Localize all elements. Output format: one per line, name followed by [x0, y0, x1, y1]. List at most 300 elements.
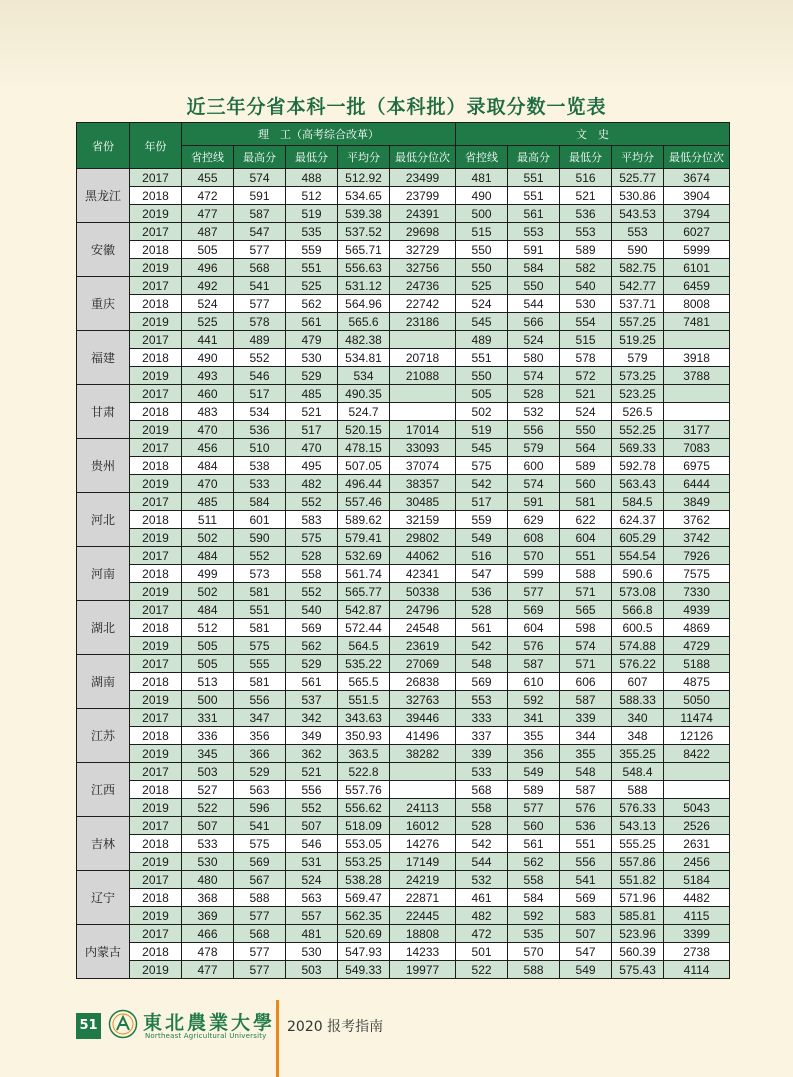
sci-score-cell: 577 — [234, 943, 286, 961]
sci-score-cell: 521 — [286, 763, 338, 781]
sci-score-cell: 466 — [182, 925, 234, 943]
province-cell: 甘肃 — [77, 385, 130, 439]
art-score-cell: 537.71 — [612, 295, 664, 313]
art-score-cell: 536 — [456, 583, 508, 601]
year-cell: 2019 — [130, 529, 182, 547]
art-score-cell: 528 — [508, 385, 560, 403]
sci-score-cell: 347 — [234, 709, 286, 727]
art-score-cell: 337 — [456, 727, 508, 745]
art-score-cell: 3794 — [664, 205, 730, 223]
art-score-cell: 554 — [560, 313, 612, 331]
art-score-cell: 542 — [456, 835, 508, 853]
sci-score-cell: 24796 — [390, 601, 456, 619]
art-score-cell: 587 — [560, 691, 612, 709]
table-row — [77, 691, 730, 709]
art-score-cell: 528 — [456, 601, 508, 619]
art-score-cell: 589 — [508, 781, 560, 799]
sci-score-cell: 562 — [286, 637, 338, 655]
sci-score-cell: 528 — [286, 547, 338, 565]
table-row — [77, 709, 730, 727]
art-score-cell: 556 — [508, 421, 560, 439]
year-cell: 2017 — [130, 439, 182, 457]
art-score-cell: 2631 — [664, 835, 730, 853]
sci-score-cell: 490 — [182, 349, 234, 367]
sci-score-cell: 480 — [182, 871, 234, 889]
sci-score-cell: 539.38 — [338, 205, 390, 223]
art-score-cell — [664, 385, 730, 403]
art-score-cell: 579 — [612, 349, 664, 367]
art-score-cell: 4939 — [664, 601, 730, 619]
sci-score-cell: 482.38 — [338, 331, 390, 349]
year-cell: 2017 — [130, 601, 182, 619]
art-min-score-header: 最低分 — [560, 146, 612, 169]
art-score-cell: 610 — [508, 673, 560, 691]
table-row — [77, 871, 730, 889]
sci-score-cell: 537 — [286, 691, 338, 709]
sci-score-cell: 558 — [286, 565, 338, 583]
sci-score-cell: 531.12 — [338, 277, 390, 295]
art-score-cell: 524 — [560, 403, 612, 421]
art-score-cell: 525 — [456, 277, 508, 295]
table-row — [77, 403, 730, 421]
year-cell: 2018 — [130, 403, 182, 421]
art-score-cell: 8422 — [664, 745, 730, 763]
sci-score-cell: 14233 — [390, 943, 456, 961]
sci-score-cell: 488 — [286, 169, 338, 187]
art-score-cell: 590 — [612, 241, 664, 259]
sci-score-cell — [390, 331, 456, 349]
art-score-cell: 524 — [456, 295, 508, 313]
art-score-cell: 553 — [456, 691, 508, 709]
sci-score-cell: 541 — [234, 817, 286, 835]
sci-score-cell: 478.15 — [338, 439, 390, 457]
art-score-cell: 604 — [560, 529, 612, 547]
art-score-cell: 524 — [508, 331, 560, 349]
sci-score-cell: 581 — [234, 583, 286, 601]
sci-score-cell: 487 — [182, 223, 234, 241]
year-cell: 2017 — [130, 763, 182, 781]
sci-score-cell: 575 — [234, 835, 286, 853]
art-score-cell: 4869 — [664, 619, 730, 637]
year-cell: 2018 — [130, 889, 182, 907]
art-score-cell: 540 — [560, 277, 612, 295]
sci-score-cell: 30485 — [390, 493, 456, 511]
sci-score-cell: 529 — [286, 655, 338, 673]
sci-score-cell: 32763 — [390, 691, 456, 709]
art-score-cell: 545 — [456, 439, 508, 457]
year-cell: 2019 — [130, 421, 182, 439]
art-score-cell: 502 — [456, 403, 508, 421]
sci-score-cell: 470 — [182, 475, 234, 493]
art-score-cell: 577 — [508, 583, 560, 601]
art-score-cell: 578 — [560, 349, 612, 367]
art-score-cell: 587 — [560, 781, 612, 799]
sci-score-cell: 489 — [234, 331, 286, 349]
sci-score-cell: 500 — [182, 691, 234, 709]
sci-score-cell: 556 — [286, 781, 338, 799]
art-score-cell: 561 — [508, 205, 560, 223]
year-cell: 2019 — [130, 259, 182, 277]
art-score-cell: 584 — [508, 889, 560, 907]
art-score-cell: 516 — [456, 547, 508, 565]
art-score-cell: 574 — [508, 475, 560, 493]
table-row — [77, 277, 730, 295]
year-cell: 2017 — [130, 493, 182, 511]
art-score-cell: 542 — [456, 475, 508, 493]
art-score-cell: 564 — [560, 439, 612, 457]
art-score-cell: 591 — [508, 493, 560, 511]
sci-score-cell: 546 — [234, 367, 286, 385]
art-score-cell: 553 — [508, 223, 560, 241]
sci-score-cell: 472 — [182, 187, 234, 205]
sci-score-cell: 22871 — [390, 889, 456, 907]
art-score-cell: 5188 — [664, 655, 730, 673]
sci-score-cell: 561 — [286, 673, 338, 691]
footer-divider — [276, 1000, 279, 1077]
sci-score-cell: 520.69 — [338, 925, 390, 943]
table-row — [77, 961, 730, 979]
art-score-cell: 574.88 — [612, 637, 664, 655]
sci-score-cell: 519 — [286, 205, 338, 223]
sci-score-cell — [390, 385, 456, 403]
sci-score-cell: 38282 — [390, 745, 456, 763]
sci-score-cell: 24548 — [390, 619, 456, 637]
sci-score-cell: 520.15 — [338, 421, 390, 439]
year-cell: 2017 — [130, 709, 182, 727]
province-cell: 贵州 — [77, 439, 130, 493]
sci-score-cell: 534 — [338, 367, 390, 385]
sci-score-cell: 534 — [234, 403, 286, 421]
art-score-cell: 7481 — [664, 313, 730, 331]
art-score-cell: 521 — [560, 187, 612, 205]
art-score-cell: 11474 — [664, 709, 730, 727]
art-score-cell: 2456 — [664, 853, 730, 871]
sci-score-cell: 513 — [182, 673, 234, 691]
sci-score-cell: 483 — [182, 403, 234, 421]
sci-score-cell: 16012 — [390, 817, 456, 835]
province-cell: 湖北 — [77, 601, 130, 655]
sci-score-cell: 24113 — [390, 799, 456, 817]
sci-score-cell: 596 — [234, 799, 286, 817]
art-score-cell: 598 — [560, 619, 612, 637]
year-cell: 2018 — [130, 241, 182, 259]
sci-score-cell: 23499 — [390, 169, 456, 187]
table-row — [77, 385, 730, 403]
sci-score-cell: 50338 — [390, 583, 456, 601]
year-cell: 2018 — [130, 295, 182, 313]
art-score-cell — [664, 763, 730, 781]
table-row — [77, 781, 730, 799]
sci-score-cell: 492 — [182, 277, 234, 295]
art-score-cell: 3762 — [664, 511, 730, 529]
art-score-cell: 576.33 — [612, 799, 664, 817]
art-score-cell: 523.25 — [612, 385, 664, 403]
art-score-cell: 576 — [508, 637, 560, 655]
art-score-cell: 522 — [456, 961, 508, 979]
sci-score-cell: 470 — [286, 439, 338, 457]
table-row — [77, 349, 730, 367]
table-row — [77, 619, 730, 637]
sci-score-cell: 17149 — [390, 853, 456, 871]
sci-score-cell: 552 — [286, 799, 338, 817]
art-control-line-header: 省控线 — [456, 146, 508, 169]
art-avg-score-header: 平均分 — [612, 146, 664, 169]
sci-avg-score-header: 平均分 — [338, 146, 390, 169]
art-score-cell: 590.6 — [612, 565, 664, 583]
art-score-cell: 7083 — [664, 439, 730, 457]
art-score-cell: 588 — [612, 781, 664, 799]
sci-score-cell: 512 — [182, 619, 234, 637]
sci-score-cell: 521 — [286, 403, 338, 421]
province-cell: 黑龙江 — [77, 169, 130, 223]
art-score-cell: 461 — [456, 889, 508, 907]
art-score-cell: 548 — [560, 763, 612, 781]
sci-score-cell — [390, 763, 456, 781]
year-cell: 2019 — [130, 205, 182, 223]
art-score-cell: 569 — [456, 673, 508, 691]
art-score-cell: 6459 — [664, 277, 730, 295]
year-cell: 2017 — [130, 277, 182, 295]
art-score-cell: 552.25 — [612, 421, 664, 439]
table-row — [77, 511, 730, 529]
art-score-cell: 549 — [560, 961, 612, 979]
sci-score-cell: 569.47 — [338, 889, 390, 907]
table-row — [77, 529, 730, 547]
sci-score-cell: 542.87 — [338, 601, 390, 619]
year-cell: 2019 — [130, 853, 182, 871]
year-cell: 2017 — [130, 817, 182, 835]
sci-score-cell: 552 — [286, 583, 338, 601]
sci-score-cell: 562.35 — [338, 907, 390, 925]
admission-scores-table — [76, 122, 730, 979]
table-row — [77, 601, 730, 619]
art-score-cell: 629 — [508, 511, 560, 529]
sci-score-cell: 530 — [182, 853, 234, 871]
art-score-cell: 576 — [560, 799, 612, 817]
art-score-cell: 339 — [560, 709, 612, 727]
year-cell: 2017 — [130, 223, 182, 241]
table-row — [77, 475, 730, 493]
art-score-cell: 3674 — [664, 169, 730, 187]
art-score-cell: 605.29 — [612, 529, 664, 547]
art-score-cell: 560 — [508, 817, 560, 835]
sci-score-cell: 559 — [286, 241, 338, 259]
province-cell: 重庆 — [77, 277, 130, 331]
art-score-cell: 543.53 — [612, 205, 664, 223]
sci-score-cell: 589.62 — [338, 511, 390, 529]
sci-score-cell: 577 — [234, 961, 286, 979]
sci-score-cell: 507 — [182, 817, 234, 835]
sci-score-cell: 44062 — [390, 547, 456, 565]
art-score-cell: 582 — [560, 259, 612, 277]
art-score-cell: 3399 — [664, 925, 730, 943]
table-row — [77, 439, 730, 457]
art-score-cell: 550 — [456, 367, 508, 385]
art-score-cell: 563.43 — [612, 475, 664, 493]
art-score-cell: 530.86 — [612, 187, 664, 205]
art-score-cell: 574 — [560, 637, 612, 655]
sci-score-cell: 555 — [234, 655, 286, 673]
sci-score-cell: 565.5 — [338, 673, 390, 691]
table-row — [77, 835, 730, 853]
art-score-cell: 3177 — [664, 421, 730, 439]
art-score-cell: 622 — [560, 511, 612, 529]
art-score-cell: 4115 — [664, 907, 730, 925]
province-cell: 吉林 — [77, 817, 130, 871]
art-score-cell: 559 — [456, 511, 508, 529]
art-score-cell: 6101 — [664, 259, 730, 277]
sci-score-cell: 577 — [234, 241, 286, 259]
art-score-cell: 490 — [456, 187, 508, 205]
art-score-cell: 571 — [560, 655, 612, 673]
art-score-cell: 553 — [560, 223, 612, 241]
art-score-cell: 583 — [560, 907, 612, 925]
sci-score-cell: 572.44 — [338, 619, 390, 637]
sci-score-cell: 14276 — [390, 835, 456, 853]
sci-score-cell: 42341 — [390, 565, 456, 583]
table-row — [77, 745, 730, 763]
table-row — [77, 565, 730, 583]
sci-score-cell: 38357 — [390, 475, 456, 493]
art-score-cell: 2526 — [664, 817, 730, 835]
sci-max-score-header: 最高分 — [234, 146, 286, 169]
table-row — [77, 421, 730, 439]
art-score-cell: 573.25 — [612, 367, 664, 385]
table-row — [77, 295, 730, 313]
sci-score-cell: 537.52 — [338, 223, 390, 241]
sci-score-cell: 525 — [182, 313, 234, 331]
sci-score-cell: 552 — [234, 547, 286, 565]
sci-score-cell: 569 — [286, 619, 338, 637]
sci-min-rank-header: 最低分位次 — [390, 146, 456, 169]
year-cell: 2017 — [130, 871, 182, 889]
table-row — [77, 313, 730, 331]
page-number: 51 — [76, 1013, 101, 1039]
table-row — [77, 907, 730, 925]
art-score-cell: 340 — [612, 709, 664, 727]
art-score-cell: 536 — [560, 817, 612, 835]
sci-score-cell: 336 — [182, 727, 234, 745]
art-score-cell: 8008 — [664, 295, 730, 313]
art-score-cell: 561 — [456, 619, 508, 637]
year-cell: 2017 — [130, 547, 182, 565]
sci-score-cell — [390, 781, 456, 799]
sci-score-cell: 502 — [182, 583, 234, 601]
sci-score-cell: 601 — [234, 511, 286, 529]
sci-score-cell: 477 — [182, 961, 234, 979]
art-score-cell: 519 — [456, 421, 508, 439]
sci-score-cell: 499 — [182, 565, 234, 583]
art-score-cell: 516 — [560, 169, 612, 187]
sci-score-cell: 567 — [234, 871, 286, 889]
table-body — [77, 169, 730, 979]
year-cell: 2018 — [130, 727, 182, 745]
sci-score-cell: 524 — [286, 871, 338, 889]
sci-score-cell: 564.96 — [338, 295, 390, 313]
sci-score-cell: 575 — [286, 529, 338, 547]
year-cell: 2018 — [130, 835, 182, 853]
sci-score-cell: 584 — [234, 493, 286, 511]
art-score-cell: 6444 — [664, 475, 730, 493]
sci-score-cell: 484 — [182, 547, 234, 565]
top-decorative-band — [0, 0, 793, 92]
art-score-cell: 532 — [508, 403, 560, 421]
sci-score-cell: 455 — [182, 169, 234, 187]
sci-score-cell: 484 — [182, 601, 234, 619]
art-max-score-header: 最高分 — [508, 146, 560, 169]
art-score-cell: 569 — [560, 889, 612, 907]
province-cell: 安徽 — [77, 223, 130, 277]
table-row — [77, 925, 730, 943]
art-score-cell: 575 — [456, 457, 508, 475]
table-row — [77, 331, 730, 349]
art-score-cell: 2738 — [664, 943, 730, 961]
sci-score-cell: 534.65 — [338, 187, 390, 205]
sci-score-cell: 534.81 — [338, 349, 390, 367]
art-score-cell: 551 — [560, 547, 612, 565]
sci-score-cell: 546 — [286, 835, 338, 853]
sci-score-cell: 349 — [286, 727, 338, 745]
province-header: 省份 — [77, 123, 130, 169]
table-row — [77, 673, 730, 691]
sci-score-cell: 470 — [182, 421, 234, 439]
sci-score-cell: 496.44 — [338, 475, 390, 493]
art-score-cell: 5184 — [664, 871, 730, 889]
sci-score-cell: 23186 — [390, 313, 456, 331]
art-score-cell: 592 — [508, 907, 560, 925]
art-score-cell: 588 — [508, 961, 560, 979]
science-group-header: 理 工（高考综合改革） — [182, 123, 456, 146]
year-header: 年份 — [130, 123, 182, 169]
art-score-cell: 341 — [508, 709, 560, 727]
art-score-cell: 584.5 — [612, 493, 664, 511]
year-cell: 2017 — [130, 655, 182, 673]
sci-score-cell: 482 — [286, 475, 338, 493]
sci-score-cell: 26838 — [390, 673, 456, 691]
art-score-cell: 3904 — [664, 187, 730, 205]
year-cell: 2017 — [130, 385, 182, 403]
art-score-cell: 566 — [508, 313, 560, 331]
sci-score-cell: 495 — [286, 457, 338, 475]
art-score-cell: 576.22 — [612, 655, 664, 673]
art-score-cell: 3849 — [664, 493, 730, 511]
sci-score-cell: 505 — [182, 241, 234, 259]
art-score-cell: 589 — [560, 457, 612, 475]
art-score-cell: 600.5 — [612, 619, 664, 637]
sci-score-cell: 24219 — [390, 871, 456, 889]
art-score-cell: 530 — [560, 295, 612, 313]
sci-score-cell: 557 — [286, 907, 338, 925]
sci-score-cell: 538 — [234, 457, 286, 475]
art-score-cell: 555.25 — [612, 835, 664, 853]
sci-score-cell — [390, 403, 456, 421]
sci-score-cell: 557.76 — [338, 781, 390, 799]
sci-score-cell: 565.6 — [338, 313, 390, 331]
sci-score-cell: 21088 — [390, 367, 456, 385]
year-cell: 2019 — [130, 691, 182, 709]
art-score-cell: 557.25 — [612, 313, 664, 331]
art-score-cell: 544 — [508, 295, 560, 313]
page-title: 近三年分省本科一批（本科批）录取分数一览表 — [186, 96, 607, 118]
sci-score-cell: 362 — [286, 745, 338, 763]
university-logo-icon — [108, 1009, 138, 1039]
art-score-cell: 3742 — [664, 529, 730, 547]
art-score-cell: 544 — [456, 853, 508, 871]
province-cell: 内蒙古 — [77, 925, 130, 979]
sci-score-cell: 368 — [182, 889, 234, 907]
art-score-cell: 599 — [508, 565, 560, 583]
sci-score-cell: 343.63 — [338, 709, 390, 727]
